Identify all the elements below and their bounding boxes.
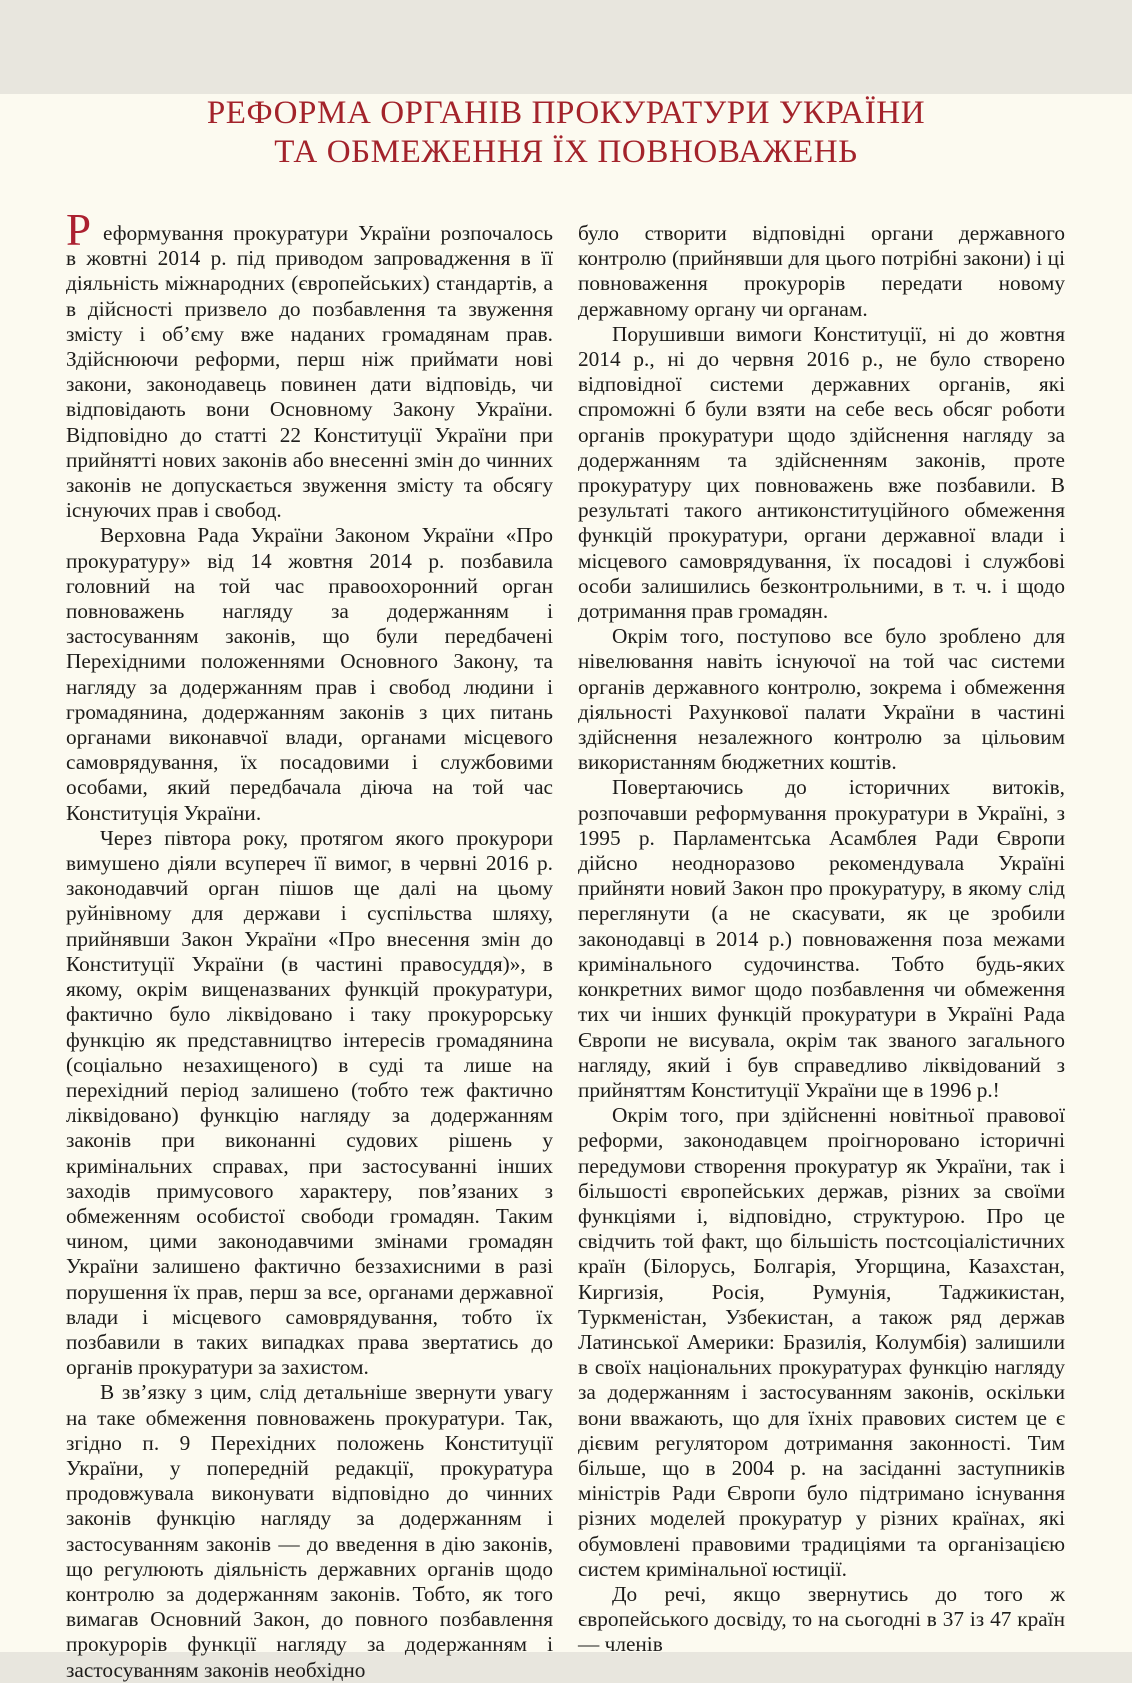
paragraph-left-3: Через півтора року, протягом якого прокурори вимушено діяли всупереч її вимог, в червні 2016 р. законодавчий орган пішов ще далі на цьому руйнівному для держави і суспільства шляху, прийнявши Закон України «Про внесення змін до Конституції України (в частині правосуддя)», в якому, окрім вищеназваних функцій прокуратури, фактично було ліквідовано і таку прокурорську функцію як представництво інтересів громадянина (соціально незахищеного) в суді та лише на перехідний період залишено (тобто теж фактично ліквідовано) функцію нагляду за додержанням законів при виконанні судових рішень у кримінальних справах, при застосуванні інших заходів примусового характеру, пов’язаних з обмеженням особистої свободи громадян. Таким чином, цими законодавчими змінами громадян України залишено фактично беззахисними в разі порушення їх прав, перш за все, органами державної влади і місцевого самоврядування, тобто їх позбавили в таких випадках права звертатись до органів прокуратури за захистом.	[66, 825, 553, 1380]
right-column	[578, 221, 1065, 1683]
paragraph-left-4: В зв’язку з цим, слід детальніше звернути увагу на таке обмеження повноважень прокуратури. Так, згідно п. 9 Перехідних положень Конституції України, у попередній редакції, прокуратура продовжувала виконувати відповідно до чинних законів функцію нагляду за додержанням і застосуванням законів — до введення в дію законів, що регулюють діяльність державних органів щодо контролю за додержанням законів. Тобто, як того вимагав Основний Закон, до повного позбавлення прокурорів функції нагляду за додержанням і застосуванням законів необхідно	[66, 1380, 553, 1682]
paragraph-left-2: Верховна Рада України Законом України «Про прокуратуру» від 14 жовтня 2014 р. позбавила головний на той час правоохоронний орган повноважень нагляду за додержанням і застосуванням законів, що були передбачені Перехідними положеннями Основного Закону, та нагляду за додержанням прав і свобод людини і громадянина, додержанням законів з цих питань органами виконавчої влади, органами місцевого самоврядування, їх посадовими і службовими особами, який передбачала діюча на той час Конституція України.	[66, 523, 553, 825]
paragraph-right-3: Окрім того, поступово все було зроблено для нівелювання навіть існуючої на той час системи органів державного контролю, зокрема і обмеження діяльності Рахункової палати України в частині здійснення незалежного контролю за цільовим використанням бюджетних коштів.	[578, 624, 1065, 775]
paragraph-right-2: Порушивши вимоги Конституції, ні до жовтня 2014 р., ні до червня 2016 р., не було створено відповідної системи державних органів, які спроможні б були взяти на себе весь обсяг роботи органів прокуратури щодо здійснення нагляду за додержанням та здійсненням законів, проте прокуратуру цих повноважень вже позбавили. В результаті такого антиконституційного обмеження функцій прокуратури, органи державної влади і місцевого самоврядування, їх посадові і службові особи залишились безконтрольними, в т. ч. і щодо дотримання прав громадян.	[578, 321, 1065, 624]
article-title-line-2: ТА ОБМЕЖЕННЯ ЇХ ПОВНОВАЖЕНЬ	[274, 134, 858, 170]
paragraph-right-6: До речі, якщо звернутись до того ж європейського досвіду, то на сьогодні в 37 із 47 країн — членів	[578, 1581, 1065, 1657]
article-title-line-1: РЕФОРМА ОРГАНІВ ПРОКУРАТУРИ УКРАЇНИ	[206, 95, 926, 131]
paragraph-right-1: було створити відповідні органи державного контролю (прийнявши для цього потрібні закони) і ці повноваження прокурорів передати новому державному органу чи органам.	[578, 221, 1065, 321]
article-body	[66, 205, 1066, 1683]
article-title	[66, 94, 1066, 172]
paragraph-right-4: Повертаючись до історичних витоків, розпочавши реформування прокуратури в Україні, з 1995 р. Парламентська Асамблея Ради Європи дійсно неодноразово рекомендувала Україні прийняти новий Закон про прокуратуру, в якому слід переглянути (а не скасувати, як це зробили законодавці в 2014 р.) повноваження поза межами кримінального судочинства. Тобто будь-яких конкретних вимог щодо позбавлення чи обмеження тих чи інших функцій прокуратури в Україні Рада Європи не висувала, окрім так званого загального нагляду, який і був справедливо ліквідований з прийняттям Конституції України ще в 1996 р.!	[578, 775, 1065, 1102]
paragraph-right-5: Окрім того, при здійсненні новітньої правової реформи, законодавцем проігноровано історичні передумови створення прокуратур як України, так і більшості європейських держав, різних за своїми функціями і, відповідно, структурою. Про це свідчить той факт, що більшість постсоціалістичних країн (Білорусь, Болгарія, Угорщина, Казахстан, Киргизія, Росія, Румунія, Таджикистан, Туркменістан, Узбекистан, а також ряд держав Латинської Америки: Бразилія, Колумбія) залишили в своїх національних прокуратурах функцію нагляду за додержанням і застосуванням законів, оскільки вони вважають, що для їхніх правових систем це є дієвим регулятором дотримання законності. Тим більше, що в 2004 р. на засіданні заступників міністрів Ради Європи було підтримано існування різних моделей прокуратур у різних країнах, які обумовлені правовими традиціями та організацією систем кримінальної юстиції.	[578, 1103, 1065, 1581]
drop-cap: Р	[66, 205, 92, 255]
left-column	[66, 205, 553, 1683]
paragraph-left-1-text: еформування прокуратури України розпочалось в жовтні 2014 р. під приводом запровадження в її діяльність міжнародних (європейських) стандартів, а в дійсності призвело до позбавлення та звуження змісту і об’єму вже наданих громадянам прав. Здійснюючи реформи, перш ніж приймати нові закони, законодавець повинен дати відповідь, чи відповідають вони Основному Закону України. Відповідно до статті 22 Конституції України при прийнятті нових законів або внесенні змін до чинних законів не допускається звуження змісту та обсягу існуючих прав і свобод.	[66, 221, 553, 523]
document-page	[0, 94, 1132, 1682]
paragraph-left-1	[66, 205, 553, 523]
